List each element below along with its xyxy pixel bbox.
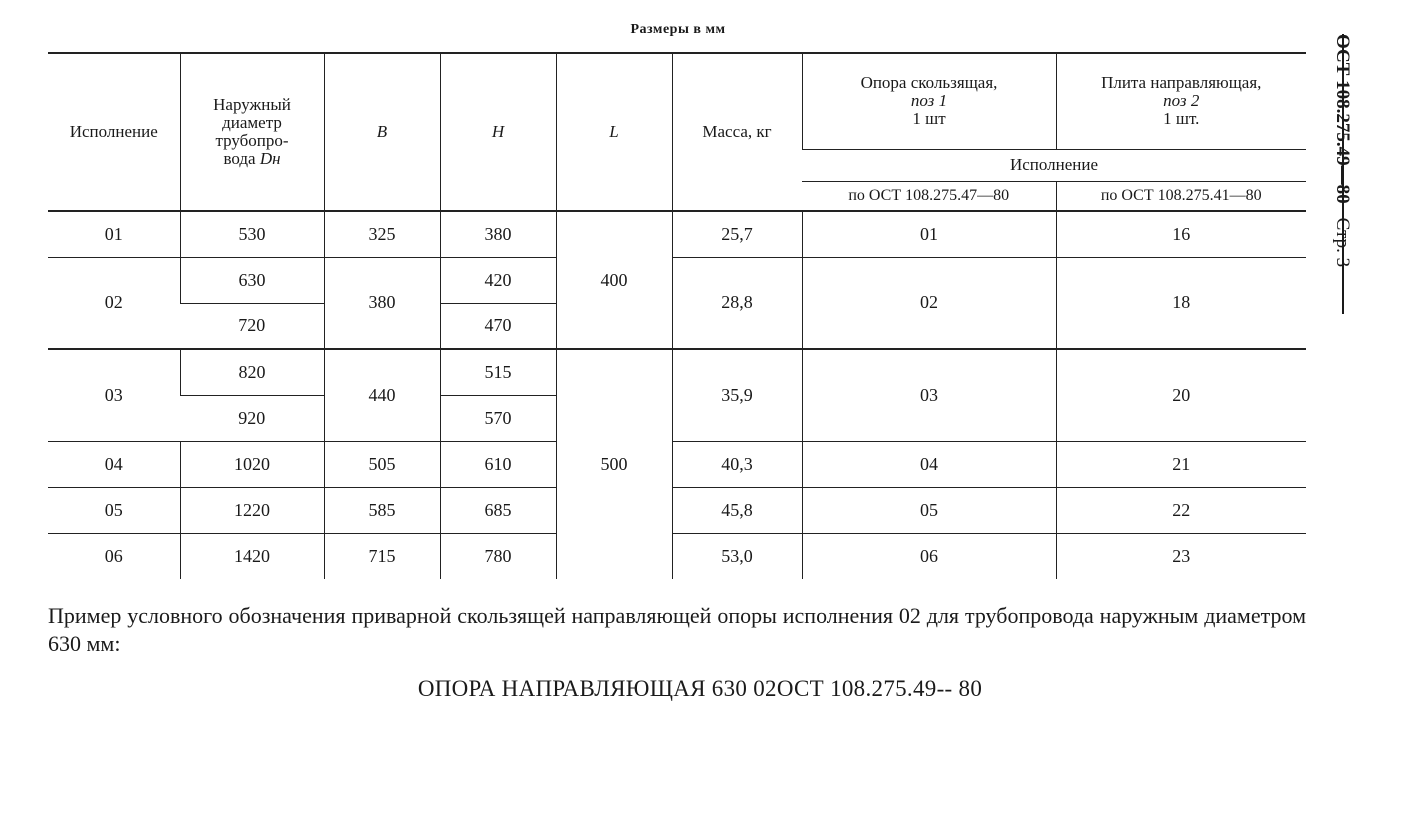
cell-mass: 25,7	[672, 211, 802, 257]
cell-h: 570	[440, 395, 556, 441]
cell-l: 500	[556, 349, 672, 579]
cell-mass: 45,8	[672, 487, 802, 533]
cell-plate: 21	[1056, 441, 1306, 487]
cell-plate: 23	[1056, 533, 1306, 579]
example-paragraph: Пример условного обозначения приварной скользящей направляющей опоры исполнения 02 для трубопровода наружным диаметром 630 мм:	[48, 603, 1306, 656]
header-support-std: по ОСТ 108.275.47—80	[802, 181, 1056, 211]
cell-execution: 04	[48, 441, 180, 487]
cell-execution: 02	[48, 257, 180, 349]
cell-diameter: 820	[180, 349, 324, 395]
cell-support: 03	[802, 349, 1056, 441]
cell-h: 380	[440, 211, 556, 257]
cell-plate: 20	[1056, 349, 1306, 441]
cell-b: 505	[324, 441, 440, 487]
side-header	[1331, 34, 1353, 267]
cell-plate: 16	[1056, 211, 1306, 257]
cell-plate: 22	[1056, 487, 1306, 533]
units-caption: Размеры в мм	[630, 22, 726, 37]
cell-h: 515	[440, 349, 556, 395]
cell-execution: 03	[48, 349, 180, 441]
cell-mass: 28,8	[672, 257, 802, 349]
designation-example: ОПОРА НАПРАВЛЯЮЩАЯ 630 02ОСТ 108.275.49-- 80	[417, 676, 983, 701]
header-b: B	[324, 53, 440, 211]
cell-l: 400	[556, 211, 672, 349]
cell-execution: 01	[48, 211, 180, 257]
cell-b: 380	[324, 257, 440, 349]
cell-b: 715	[324, 533, 440, 579]
header-plate-std: по ОСТ 108.275.41—80	[1056, 181, 1306, 211]
cell-diameter: 1220	[180, 487, 324, 533]
spec-table	[48, 52, 1306, 579]
header-mass: Масса, кг	[672, 53, 802, 211]
cell-mass: 35,9	[672, 349, 802, 441]
cell-support: 04	[802, 441, 1056, 487]
cell-diameter: 920	[180, 395, 324, 441]
header-l: L	[556, 53, 672, 211]
cell-b: 325	[324, 211, 440, 257]
cell-mass: 53,0	[672, 533, 802, 579]
cell-diameter: 1420	[180, 533, 324, 579]
header-support: Опора скользящая, поз 1 1 шт	[802, 53, 1056, 149]
cell-execution: 05	[48, 487, 180, 533]
cell-plate: 18	[1056, 257, 1306, 349]
cell-support: 05	[802, 487, 1056, 533]
standard-number: ОСТ 108.275.49—80	[1332, 34, 1353, 204]
header-diameter: Наружный диаметр трубопро- вода Dн	[180, 53, 324, 211]
cell-h: 780	[440, 533, 556, 579]
page-number: Стр. 3	[1332, 217, 1353, 268]
header-execution-sub: Исполнение	[802, 149, 1306, 181]
cell-h: 470	[440, 303, 556, 349]
cell-diameter: 720	[180, 303, 324, 349]
cell-b: 440	[324, 349, 440, 441]
cell-support: 06	[802, 533, 1056, 579]
cell-h: 420	[440, 257, 556, 303]
header-execution: Исполнение	[48, 53, 180, 211]
cell-diameter: 530	[180, 211, 324, 257]
cell-support: 02	[802, 257, 1056, 349]
cell-support: 01	[802, 211, 1056, 257]
header-plate: Плита направляющая, поз 2 1 шт.	[1056, 53, 1306, 149]
cell-h: 610	[440, 441, 556, 487]
cell-b: 585	[324, 487, 440, 533]
cell-execution: 06	[104, 545, 123, 566]
cell-diameter: 1020	[180, 441, 324, 487]
header-h: H	[440, 53, 556, 211]
cell-mass: 40,3	[672, 441, 802, 487]
cell-diameter: 630	[180, 257, 324, 303]
cell-h: 685	[440, 487, 556, 533]
